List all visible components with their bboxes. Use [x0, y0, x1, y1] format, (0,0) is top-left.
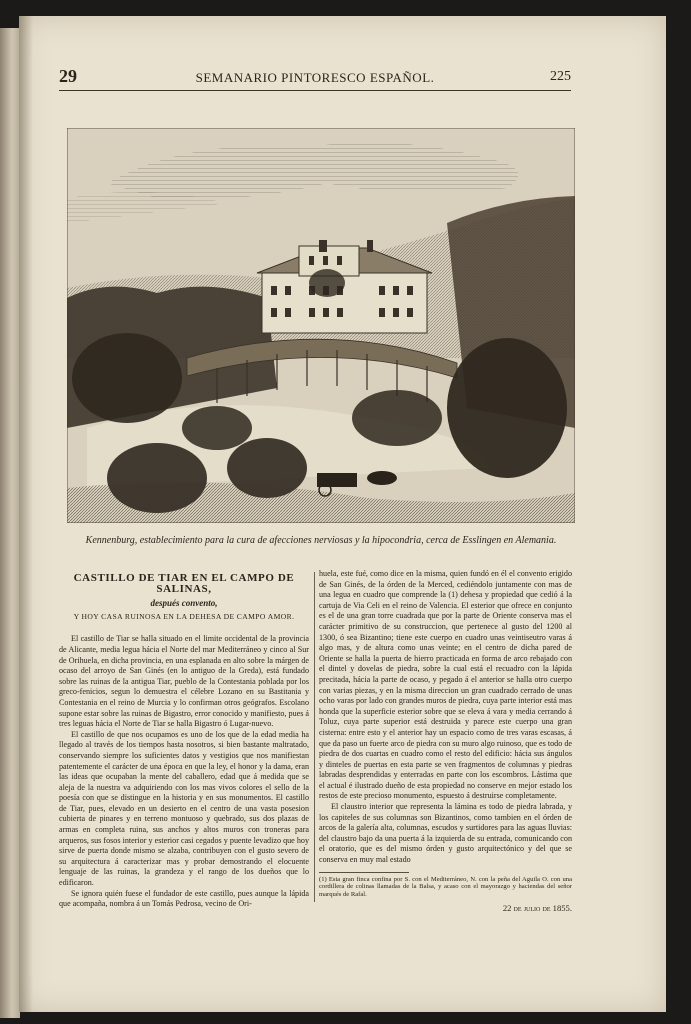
paragraph: El castillo de Tiar se halla situado en el limite occidental de la provincia de Alicante, media legua hácia el Norte del mar Mediterráneo y cinco al Sur de Orihuela, en dicha provincia, en una esplanada en alto sobre la márgen de ocaso del arroyo de San Ginés (en lo antiguo de la Greda), está fundado sobre las ruinas de la antigua Tiar, pueblo de la Contestania poblada por los greco-fenicios, segun lo demuestra el célebre Lozano en su Bastitania y Contestania en el reino de Murcia y lo confirman otros geógrafos. Escolano supone estar sobre las ruinas de Bigastro, error conocido y manifiesto, pues á tres leguas hácia el Norte de Tiar se halla Bigastro ó Lugar-nuevo. — [59, 634, 309, 729]
engraving-illustration — [67, 128, 575, 523]
footnote: (1) Esta gran finca confina por S. con el Mediterráneo, N. con la peña del Aguila O. con una cordillera de colinas llamadas de la Balsa, y acaso con el mayorazgo y haciendas del señor marqués de Rafal. — [319, 875, 572, 899]
facing-page-edge — [0, 28, 20, 1018]
paragraph: El castillo de que nos ocupamos es uno de los que de la edad media ha llegado al través de los tiempos hasta nosotros, si bien bastante maltratado, conservando siempre los suficientes datos y vestigios que nos manifiestan patentemente el carácter de una época en que la ley, el honor y la dama, eran las ideas que ocupaban la mente del caballero, edad que á medida que se aleja de la nuestra va adquiriendo con los mas vivos colores el sello de la poesía con que se distingue en la historia y en sus monumentos. El castillo de Tiar, pues, elevado en un desierto en el centro de una vasta posesion cubierta de pinares y en terreno montuoso y quebrado, sus dos plazas de armas en completa ruina, sus anchos y altos muros con troneras para arqueros, sus fosos interior y esterior casi cegados y puente levadizo que hoy sirve de puerta donde mismo se alzaba, contribuyen con el gusto severo de su arquitectura á caracterizar mas y probar demostrando el elocuente lenguaje de las ruinas, la grandeza y el rango de los dueños que lo edificaron. — [59, 729, 309, 888]
article-left-column — [59, 569, 309, 910]
paragraph: huela, este fué, como dice en la misma, quien fundó en él el convento erigido de San Ginés, de la órden de la Merced, cediéndolo juntamente con mas de una legua en cuadro que comprende la (1) dehesa y propiedad que cedió á la cartuja de Via Celi en el reino de Valencia. El esterior que ofrece en conjunto es el de una gran torre cuadrada que por la parte de Oriente conserva mas el carácter primitivo de su construccion, que pertenece al gusto del 1200 al 1300, ó sea Bizantino; tiene este cuerpo en cuadro unas veintiseutro varas á algo mas, y de altura como unas veinte; en el centro de dicha pared de Oriente se halla la puerta de hierro practicada en forma de arco rebajado con el dintel y dovelas de piedra, sobre la cual está el recuadro con la lápida precitada, hácia la parte de ocaso, y pegado á el anterior se halla otro cuerpo con varias piezas, y en la misma direccion un gran cuadrado cerrado de unas ocho varas por lado con grandes muros de piedra, cuya parte interior está mas honda que la superficie esterior sobre que se eleva á vara y media cerrando á Toluz, cuya parte superior está destruida y parece este cuerpo una gran cisterna: entre esto y el anterior hay un espacio como de tres varas escasas, á que da paso un fuerte arco de piedra con su muro algo ruinoso, que es todo de piedra de dos cuartas en cuadro como el resto del edificio: hácia sus ángulos y dinteles de puertas en esta parte se ven fragmentos de columnas y piedras labradas desprendidas y enterradas en parte con los escombros. Lástima que el actual é ilustrado dueño de esta propiedad no conserve en mejor estado los restos de este precioso monumento, espuesto á destruirse completamente. — [319, 569, 572, 801]
article-subtitle-secondary: Y HOY CASA RUINOSA EN LA DEHESA DE CAMPO AMOR. — [73, 611, 295, 621]
paragraph: Se ignora quién fuese el fundador de este castillo, pues aunque la lápida que acompaña, nombra á un Tomás Pedrosa, vecino de Ori- — [59, 888, 309, 909]
page-gutter-shadow — [19, 16, 33, 1012]
issue-number: 29 — [59, 66, 77, 86]
footnote-rule — [319, 872, 409, 873]
page-number: 225 — [550, 69, 571, 84]
page-header — [59, 66, 571, 90]
column-divider — [314, 572, 315, 902]
issue-date: 22 de julio de 1855. — [502, 903, 572, 914]
article-title: CASTILLO DE TIAR EN EL CAMPO DE SALINAS, — [73, 572, 295, 595]
header-rule — [59, 90, 571, 91]
paragraph: El claustro interior que representa la lámina es todo de piedra labrada, y los capiteles de sus columnas son Bizantinos, como tambien en el órden de arcos de la galería alta, columnas, escudos y surtidores para las aguas lluvias: del claustro bajo da una puerta á la izquierda de su entrada, comunicando con el oratorio, que es del mismo órden y gusto arquitectónico y del que se conserva en muy mal estado — [319, 802, 572, 865]
newspaper-page — [19, 16, 666, 1012]
publication-title: SEMANARIO PINTORESCO ESPAÑOL. — [195, 70, 435, 85]
article-right-column — [319, 569, 572, 914]
article-subtitle: después convento, — [150, 598, 218, 609]
illustration-caption: Kennenburg, establecimiento para la cura de afecciones nerviosas y la hipocondria, cerca de Esslingen en Alemania. — [85, 535, 557, 546]
